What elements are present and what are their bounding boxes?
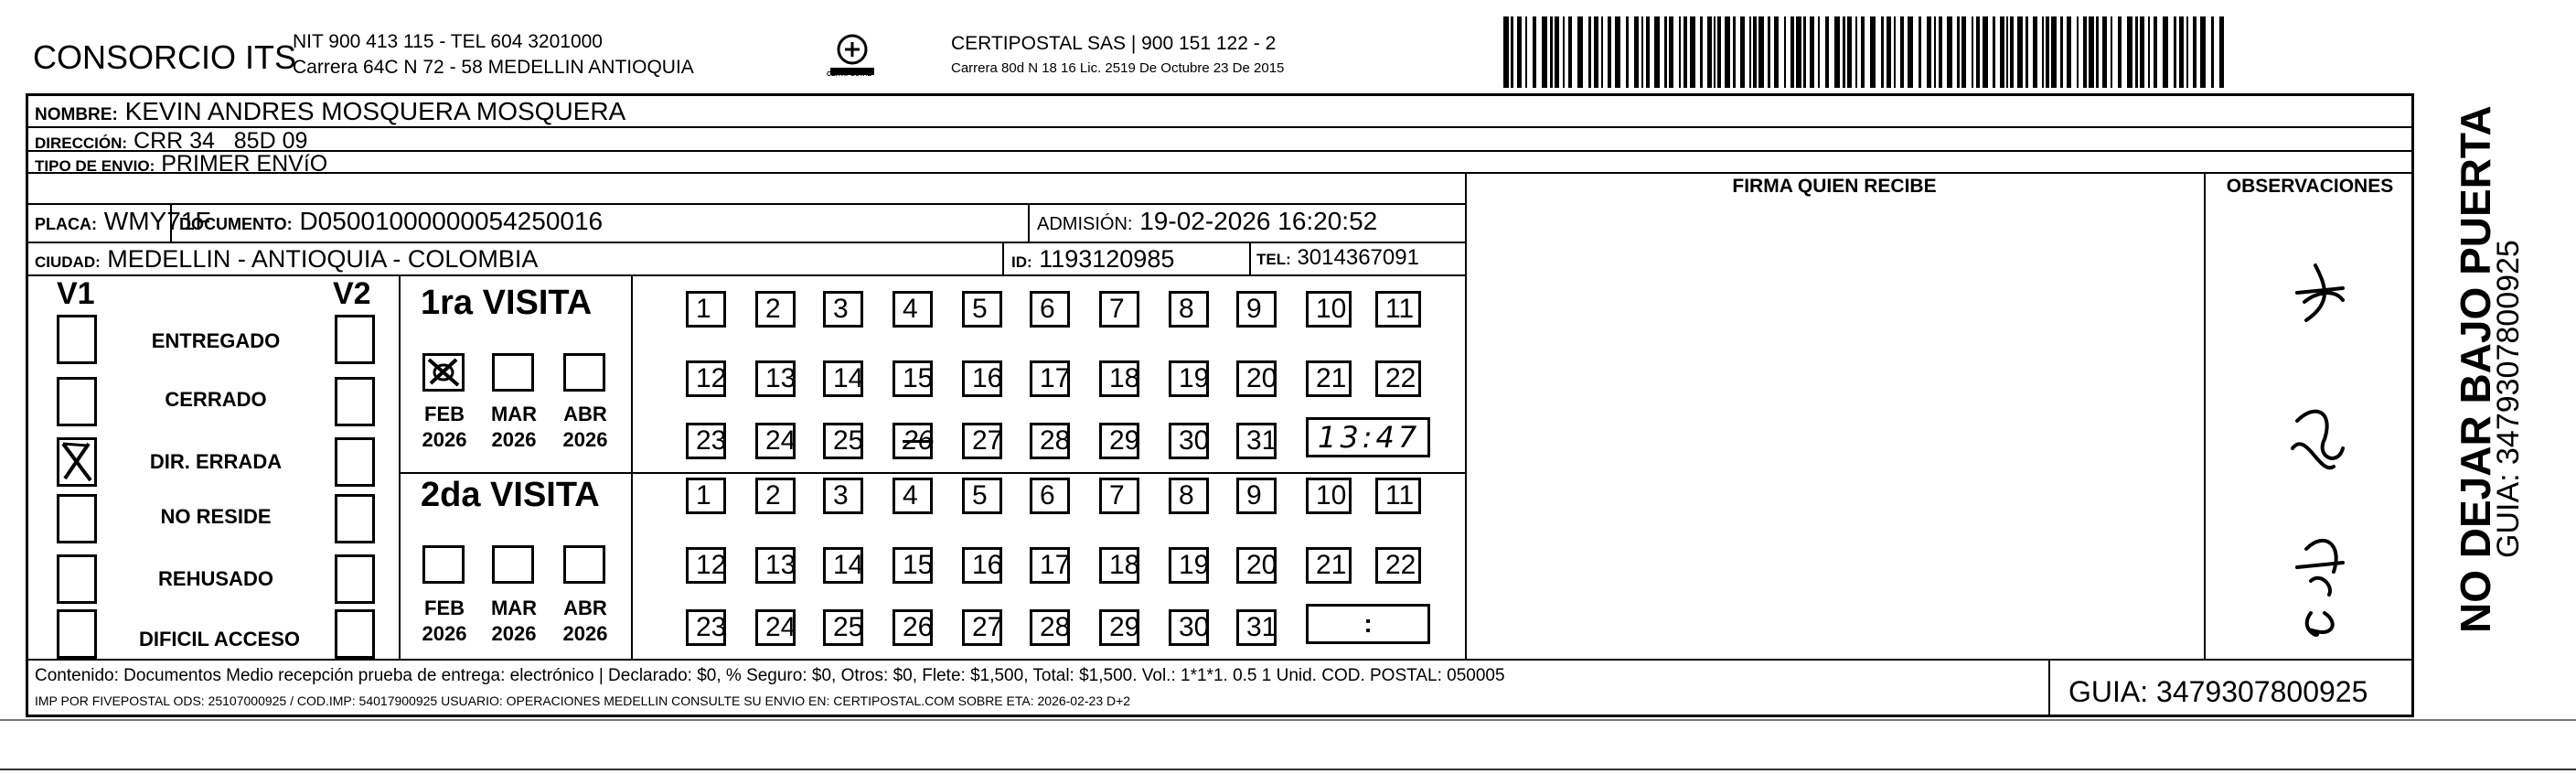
barcode-bar xyxy=(1810,16,1814,88)
footer-imp: IMP POR FIVEPOSTAL ODS: 25107000925 / COD.IMP: 54017900925 USUARIO: OPERACIONES MEDELLIN CONSULTE SU ENVIO EN: CERTIPOSTAL.COM SOBRE ETA: 2026-02-23 D+2 xyxy=(35,693,1131,708)
barcode xyxy=(1503,16,2226,88)
second-visit-day-7[interactable]: 7 xyxy=(1099,478,1139,514)
second-visit-year-feb: 2026 xyxy=(422,622,467,645)
barcode-bar xyxy=(1517,16,1522,88)
tipo-value: PRIMER ENVíO xyxy=(161,151,328,177)
first-visit-time-box[interactable] xyxy=(1306,417,1430,457)
barcode-bar xyxy=(1608,16,1611,88)
first-visit-time-handwritten: 13:47 xyxy=(1318,420,1421,455)
footer-guia: GUIA: 3479307800925 xyxy=(2068,675,2368,708)
nombre-value: KEVIN ANDRES MOSQUERA MOSQUERA xyxy=(124,97,626,125)
v1-checkbox-dir-errada[interactable] xyxy=(57,437,97,487)
status-label-dir-errada: DIR. ERRADA xyxy=(149,450,283,473)
barcode-bar xyxy=(2083,16,2087,88)
barcode-bar xyxy=(2089,16,2094,88)
scan-bottom-line xyxy=(0,769,2576,770)
first-visit-year-abr: 2026 xyxy=(562,428,608,451)
barcode-bar xyxy=(1790,16,1794,88)
first-visit-title: 1ra VISITA xyxy=(421,284,593,322)
first-visit-day-29[interactable]: 29 xyxy=(1099,423,1139,459)
barcode-bar xyxy=(2077,16,2079,88)
barcode-bar xyxy=(2067,16,2071,88)
barcode-bar xyxy=(1577,16,1583,88)
v2-checkbox-cerrado[interactable] xyxy=(335,377,375,426)
barcode-bar xyxy=(1563,16,1565,88)
first-visit-day-27[interactable]: 27 xyxy=(962,423,1002,459)
barcode-bar xyxy=(1834,16,1840,88)
ciudad-label: CIUDAD: xyxy=(35,253,101,271)
barcode-bar xyxy=(1725,16,1730,88)
barcode-bar xyxy=(1641,16,1643,88)
first-visit-month-mar: MAR xyxy=(490,403,538,425)
first-visit-day-3[interactable]: 3 xyxy=(823,291,863,328)
first-visit-day-2[interactable]: 2 xyxy=(755,291,796,328)
second-visit-day-2[interactable]: 2 xyxy=(755,478,796,514)
second-visit-month-abr: ABR xyxy=(563,597,607,619)
barcode-bar xyxy=(2163,16,2168,88)
second-visit-month-mar: MAR xyxy=(490,597,538,619)
barcode-bar xyxy=(1870,16,1876,88)
barcode-bar xyxy=(1533,16,1536,88)
direccion-value: CRR 34 85D 09 xyxy=(134,128,308,154)
status-label-entregado: ENTREGADO xyxy=(151,329,281,352)
admision-value: 19-02-2026 16:20:52 xyxy=(1139,207,1378,235)
barcode-bar xyxy=(2127,16,2132,88)
second-visit-day-24[interactable]: 24 xyxy=(755,609,796,646)
first-visit-day-23[interactable]: 23 xyxy=(686,423,726,459)
barcode-bar xyxy=(1768,16,1770,88)
first-visit-day-25[interactable]: 25 xyxy=(823,423,863,459)
second-visit-day-4[interactable]: 4 xyxy=(893,478,933,514)
second-visit-month-feb: FEB xyxy=(424,597,465,619)
first-visit-day-20[interactable]: 20 xyxy=(1236,360,1277,397)
first-visit-day-13[interactable]: 13 xyxy=(755,360,796,397)
barcode-bar xyxy=(1626,16,1629,88)
second-visit-month-mar-box[interactable] xyxy=(492,545,534,584)
first-visit-day-15[interactable]: 15 xyxy=(893,360,933,397)
first-visit-day-17[interactable]: 17 xyxy=(1030,360,1070,397)
barcode-bar xyxy=(2200,16,2206,88)
barcode-bar xyxy=(1784,16,1786,88)
barcode-bar xyxy=(2111,16,2112,88)
second-visit-month-abr-box[interactable] xyxy=(563,545,605,584)
handwritten-signature-marks xyxy=(2206,201,2412,657)
barcode-bar xyxy=(2140,16,2144,88)
tel-value: 3014367091 xyxy=(1297,245,1419,270)
barcode-bar xyxy=(1707,16,1712,88)
barcode-bar xyxy=(1881,16,1884,88)
barcode-bar xyxy=(1983,16,1988,88)
barcode-bar xyxy=(2006,16,2008,88)
first-visit-day-11[interactable]: 11 xyxy=(1375,291,1421,328)
barcode-bar xyxy=(1733,16,1736,88)
v1-checkbox-dificil-acceso[interactable] xyxy=(57,609,97,659)
barcode-bar xyxy=(1947,16,1952,88)
second-visit-day-26[interactable]: 26 xyxy=(893,609,933,646)
barcode-bar xyxy=(1887,16,1891,88)
second-visit-day-29[interactable]: 29 xyxy=(1099,609,1139,646)
second-visit-year-mar: 2026 xyxy=(491,622,537,645)
first-visit-day-8[interactable]: 8 xyxy=(1169,291,1209,328)
barcode-bar xyxy=(1900,16,1904,88)
barcode-bar xyxy=(2118,16,2122,88)
barcode-bar xyxy=(1847,16,1852,88)
second-visit-day-23[interactable]: 23 xyxy=(686,609,726,646)
barcode-bar xyxy=(2186,16,2188,88)
barcode-bar xyxy=(2017,16,2023,88)
barcode-bar xyxy=(1957,16,1960,88)
barcode-bar xyxy=(1818,16,1820,88)
certipostal-line2: Carrera 80d N 18 16 Lic. 2519 De Octubre 23 De 2015 xyxy=(951,60,1285,76)
first-visit-day-18[interactable]: 18 xyxy=(1099,360,1139,397)
first-visit-month-abr-box[interactable] xyxy=(563,353,605,392)
v1-label: V1 xyxy=(57,276,95,311)
second-visit-day-9[interactable]: 9 xyxy=(1236,478,1277,514)
v2-checkbox-rehusado[interactable] xyxy=(335,554,375,604)
footer-contenido: Contenido: Documentos Medio recepción prueba de entrega: electrónico | Declarado: $0, % Seguro: $0, Otros: $0, Flete: $1,500, Total: $1,500. Vol.: 1*1*1. 0.5 1 Unid. COD. POSTAL: 050005 xyxy=(35,666,1505,685)
barcode-bar xyxy=(2026,16,2028,88)
first-visit-day-14[interactable]: 14 xyxy=(823,360,863,397)
barcode-bar xyxy=(2193,16,2197,88)
barcode-bar xyxy=(1654,16,1660,88)
first-visit-day-31[interactable]: 31 xyxy=(1236,423,1277,459)
barcode-bar xyxy=(1555,16,1559,88)
tipo-row xyxy=(35,151,327,177)
second-visit-day-22[interactable]: 22 xyxy=(1375,547,1421,584)
placa-label: PLACA: xyxy=(35,215,97,233)
barcode-bar xyxy=(1714,16,1716,88)
first-visit-month-abr: ABR xyxy=(563,403,607,425)
barcode-bar xyxy=(1700,16,1703,88)
month-x-mark-icon xyxy=(425,356,462,389)
id-row xyxy=(1011,245,1174,274)
first-visit-month-mar-box[interactable] xyxy=(492,353,534,392)
barcode-bar xyxy=(1803,16,1806,88)
second-visit-day-31[interactable]: 31 xyxy=(1236,609,1277,646)
v1-checkbox-cerrado[interactable] xyxy=(57,377,97,426)
v2-checkbox-dir-errada[interactable] xyxy=(335,437,375,487)
barcode-bar xyxy=(1634,16,1639,88)
second-visit-day-28[interactable]: 28 xyxy=(1030,609,1070,646)
status-label-dificil-acceso: DIFICIL ACCESO xyxy=(138,628,300,650)
observaciones-header: OBSERVACIONES xyxy=(2226,176,2394,197)
second-visit-day-14[interactable]: 14 xyxy=(823,547,863,584)
barcode-bar xyxy=(2211,16,2214,88)
second-visit-year-abr: 2026 xyxy=(562,622,608,645)
barcode-bar xyxy=(1753,16,1757,88)
barcode-bar xyxy=(1525,16,1527,88)
nombre-label: NOMBRE: xyxy=(35,105,118,124)
v2-checkbox-dificil-acceso[interactable] xyxy=(335,609,375,659)
barcode-bar xyxy=(2135,16,2138,88)
barcode-bar xyxy=(1993,16,1995,88)
second-visit-month-feb-box[interactable] xyxy=(422,545,465,584)
second-visit-day-20[interactable]: 20 xyxy=(1236,547,1277,584)
barcode-bar xyxy=(1664,16,1667,88)
first-visit-day-26[interactable]: 26 xyxy=(893,423,933,459)
first-visit-month-feb: FEB xyxy=(424,403,465,425)
v1-checkbox-rehusado[interactable] xyxy=(57,554,97,604)
documento-label: DOCUMENTO: xyxy=(179,215,293,233)
second-visit-day-10[interactable]: 10 xyxy=(1306,478,1352,514)
barcode-bar xyxy=(1679,16,1681,88)
barcode-bar xyxy=(1774,16,1779,88)
barcode-bar xyxy=(1717,16,1721,88)
barcode-bar xyxy=(1588,16,1591,88)
barcode-bar xyxy=(1503,16,1509,88)
first-visit-day-4[interactable]: 4 xyxy=(893,291,933,328)
second-visit-day-19[interactable]: 19 xyxy=(1169,547,1209,584)
id-value: 1193120985 xyxy=(1039,245,1175,273)
second-visit-day-27[interactable]: 27 xyxy=(962,609,1002,646)
ciudad-row xyxy=(35,245,538,274)
first-visit-day-10[interactable]: 10 xyxy=(1306,291,1352,328)
v1-checkbox-no-reside[interactable] xyxy=(57,494,97,543)
barcode-bar xyxy=(1894,16,1896,88)
documento-value: D05001000000054250016 xyxy=(299,207,604,235)
barcode-bar xyxy=(2148,16,2150,88)
first-visit-day-9[interactable]: 9 xyxy=(1236,291,1277,328)
barcode-bar xyxy=(2179,16,2184,88)
barcode-bar xyxy=(1934,16,1936,88)
direccion-label: DIRECCIÓN: xyxy=(35,134,128,152)
v2-checkbox-entregado[interactable] xyxy=(335,315,375,364)
barcode-bar xyxy=(2219,16,2224,88)
v2-label: V2 xyxy=(333,276,371,311)
first-visit-day-22[interactable]: 22 xyxy=(1375,360,1421,397)
first-visit-day-30[interactable]: 30 xyxy=(1169,423,1209,459)
barcode-bar xyxy=(2060,16,2063,88)
barcode-bar xyxy=(1601,16,1603,88)
barcode-bar xyxy=(1615,16,1620,88)
barcode-bar xyxy=(1861,16,1865,88)
first-visit-day-19[interactable]: 19 xyxy=(1169,360,1209,397)
tel-row xyxy=(1256,245,1419,271)
second-visit-day-13[interactable]: 13 xyxy=(755,547,796,584)
second-visit-day-5[interactable]: 5 xyxy=(962,478,1002,514)
barcode-bar xyxy=(1594,16,1598,88)
status-label-rehusado: REHUSADO xyxy=(158,567,273,590)
second-visit-day-1[interactable]: 1 xyxy=(686,478,726,514)
first-visit-day-6[interactable]: 6 xyxy=(1030,291,1070,328)
no-dejar-bajo-puerta: NO DEJAR BAJO PUERTA xyxy=(2452,105,2499,633)
second-visit-day-6[interactable]: 6 xyxy=(1030,478,1070,514)
company-name: CONSORCIO ITS xyxy=(33,38,297,76)
barcode-bar xyxy=(2010,16,2014,88)
barcode-bar xyxy=(1646,16,1650,88)
first-visit-year-mar: 2026 xyxy=(491,428,537,451)
tel-label: TEL: xyxy=(1256,251,1291,268)
barcode-bar xyxy=(1972,16,1973,88)
barcode-bar xyxy=(1542,16,1547,88)
barcode-bar xyxy=(1683,16,1687,88)
second-visit-day-30[interactable]: 30 xyxy=(1169,609,1209,646)
barcode-bar xyxy=(1511,16,1513,88)
firma-header: FIRMA QUIEN RECIBE xyxy=(1732,176,1937,197)
barcode-bar xyxy=(1690,16,1695,88)
barcode-bar xyxy=(1550,16,1553,88)
barcode-bar xyxy=(1669,16,1673,88)
signature-area xyxy=(1467,201,2202,657)
barcode-bar xyxy=(2042,16,2044,88)
tipo-label: TIPO DE ENVIO: xyxy=(35,157,155,175)
barcode-bar xyxy=(1927,16,1931,88)
status-label-cerrado: CERRADO xyxy=(165,388,267,411)
v1-checkbox-entregado[interactable] xyxy=(57,315,97,364)
scan-edge-line xyxy=(0,719,2576,721)
first-visit-month-feb-box[interactable] xyxy=(422,353,465,392)
barcode-bar xyxy=(1919,16,1921,88)
barcode-bar xyxy=(1568,16,1572,88)
first-visit-day-28[interactable]: 28 xyxy=(1030,423,1070,459)
barcode-bar xyxy=(1843,16,1845,88)
second-visit-day-16[interactable]: 16 xyxy=(962,547,1002,584)
logo-text: CERTIPOSTAL xyxy=(827,71,871,78)
barcode-bar xyxy=(1976,16,1980,88)
ciudad-value: MEDELLIN - ANTIOQUIA - COLOMBIA xyxy=(107,245,539,273)
barcode-bar xyxy=(2000,16,2004,88)
barcode-bar xyxy=(2046,16,2049,88)
barcode-bar xyxy=(1758,16,1764,88)
nit-line: NIT 900 413 115 - TEL 604 3201000 xyxy=(293,31,603,52)
first-visit-day-16[interactable]: 16 xyxy=(962,360,1002,397)
barcode-bar xyxy=(1939,16,1942,88)
barcode-bar xyxy=(2102,16,2107,88)
second-visit-day-21[interactable]: 21 xyxy=(1306,547,1352,584)
first-visit-day-1[interactable]: 1 xyxy=(686,291,726,328)
second-visit-title: 2da VISITA xyxy=(421,476,600,514)
second-visit-day-18[interactable]: 18 xyxy=(1099,547,1139,584)
second-visit-day-8[interactable]: 8 xyxy=(1169,478,1209,514)
first-visit-day-7[interactable]: 7 xyxy=(1099,291,1139,328)
admision-row xyxy=(1037,207,1377,236)
barcode-bar xyxy=(2051,16,2057,88)
placa-value: WMY71F xyxy=(103,207,211,235)
barcode-bar xyxy=(1855,16,1857,88)
second-visit-day-25[interactable]: 25 xyxy=(823,609,863,646)
id-label: ID: xyxy=(1011,253,1032,271)
documento-row xyxy=(179,207,603,236)
second-visit-time-placeholder: : xyxy=(1363,609,1373,638)
second-visit-day-3[interactable]: 3 xyxy=(823,478,863,514)
second-visit-day-15[interactable]: 15 xyxy=(893,547,933,584)
admision-label: ADMISIÓN: xyxy=(1037,214,1133,234)
barcode-bar xyxy=(1740,16,1745,88)
nombre-row xyxy=(35,97,625,126)
second-visit-day-17[interactable]: 17 xyxy=(1030,547,1070,584)
first-visit-day-5[interactable]: 5 xyxy=(962,291,1002,328)
address-line: Carrera 64C N 72 - 58 MEDELLIN ANTIOQUIA xyxy=(293,57,694,78)
v2-checkbox-no-reside[interactable] xyxy=(335,494,375,543)
barcode-bar xyxy=(2033,16,2037,88)
barcode-bar xyxy=(2174,16,2176,88)
status-label-no-reside: NO RESIDE xyxy=(160,505,272,528)
first-visit-day-21[interactable]: 21 xyxy=(1306,360,1352,397)
side-guia: GUIA: 3479307800925 xyxy=(2491,240,2526,558)
check-x-mark-icon xyxy=(59,440,94,484)
first-visit-day-12[interactable]: 12 xyxy=(686,360,726,397)
barcode-bar xyxy=(1749,16,1751,88)
second-visit-time-box[interactable] xyxy=(1306,604,1430,644)
barcode-bar xyxy=(1796,16,1801,88)
first-visit-year-feb: 2026 xyxy=(422,428,467,451)
barcode-bar xyxy=(1825,16,1829,88)
second-visit-day-12[interactable]: 12 xyxy=(686,547,726,584)
second-visit-day-11[interactable]: 11 xyxy=(1375,478,1421,514)
barcode-bar xyxy=(2154,16,2157,88)
barcode-bar xyxy=(2096,16,2099,88)
first-visit-day-24[interactable]: 24 xyxy=(755,423,796,459)
barcode-bar xyxy=(1908,16,1913,88)
barcode-bar xyxy=(1961,16,1966,88)
certipostal-line1: CERTIPOSTAL SAS | 900 151 122 - 2 xyxy=(951,33,1277,54)
